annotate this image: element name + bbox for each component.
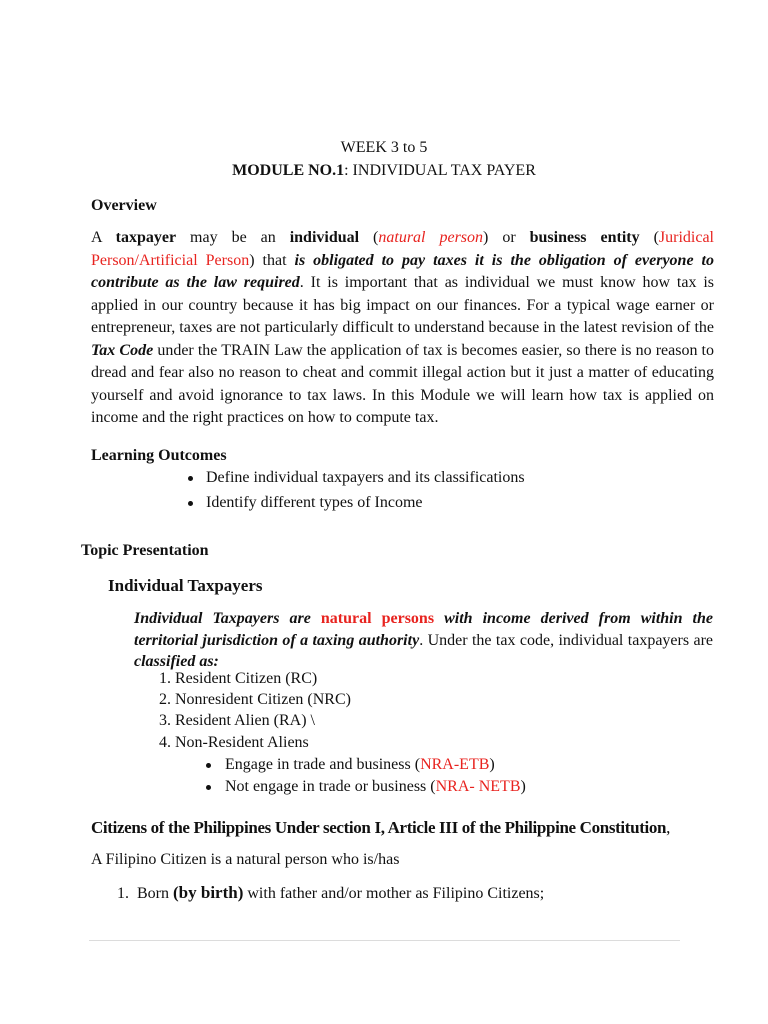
bullet-icon bbox=[206, 785, 211, 790]
list-item: Engage in trade and business (NRA-ETB) bbox=[225, 756, 495, 773]
term-classified: classified as: bbox=[134, 653, 219, 670]
list-item: Not engage in trade or business (NRA- NETB) bbox=[225, 778, 526, 795]
module-title bbox=[0, 162, 768, 180]
code-nra-etb: NRA-ETB bbox=[420, 756, 490, 773]
module-number: MODULE NO.1 bbox=[232, 162, 345, 179]
overview-heading: Overview bbox=[91, 197, 157, 214]
list-item: 3. Resident Alien (RA) \ bbox=[159, 712, 315, 729]
individual-taxpayers-heading: Individual Taxpayers bbox=[108, 576, 263, 595]
list-item: 1. Born (by birth) with father and/or mother as Filipino Citizens; bbox=[117, 883, 545, 902]
code-nra-netb: NRA- NETB bbox=[435, 778, 521, 795]
term-by-birth: (by birth) bbox=[173, 883, 244, 902]
list-item: Define individual taxpayers and its classifications bbox=[206, 469, 525, 486]
overview-paragraph: A taxpayer may be an individual (natural person) or business entity (Juridical Person/Artificial Person) that is obligated to pay taxes it is the obligation of everyone to contribute as the law required. It is important that as individual we must know how tax is applied in our country because it has big impact on our finances. For a typical wage earner or entrepreneur, taxes are not particularly difficult to understand because in the latest revision of the Tax Code under the TRAIN Law the application of tax is becomes easier, so there is no reason to dread and fear also no reason to cheat and commit illegal action but it just a matter of educating yourself and avoid ignorance to tax laws. In this Module we will learn how tax is applied on income and the right practices on how to compute tax. bbox=[91, 229, 715, 426]
list-item: 2. Nonresident Citizen (NRC) bbox=[159, 691, 351, 708]
term-taxpayer: taxpayer bbox=[115, 229, 177, 246]
bullet-icon bbox=[188, 501, 193, 506]
bullet-icon bbox=[206, 763, 211, 768]
citizens-intro: A Filipino Citizen is a natural person who is/has bbox=[91, 851, 400, 868]
learning-outcomes-heading: Learning Outcomes bbox=[91, 447, 227, 464]
individual-taxpayers-paragraph: Individual Taxpayers are natural persons with income derived from within the territorial jurisdiction of a taxing authority. Under the tax code, individual taxpayers are classified as: bbox=[134, 610, 714, 670]
term-natural-person: natural person bbox=[378, 229, 484, 246]
module-name: : INDIVIDUAL TAX PAYER bbox=[344, 162, 536, 179]
term-tax-code: Tax Code bbox=[91, 341, 154, 359]
list-item: 4. Non-Resident Aliens bbox=[159, 734, 309, 751]
term-business-entity: business entity bbox=[529, 229, 640, 246]
term-individual: individual bbox=[289, 229, 360, 246]
term-natural-persons: natural persons bbox=[320, 610, 435, 627]
list-item: Identify different types of Income bbox=[206, 494, 423, 511]
topic-heading: Topic Presentation bbox=[81, 542, 209, 559]
list-item: 1. Resident Citizen (RC) bbox=[159, 670, 318, 687]
term-juridical-person: Juridical Person/Artificial Person bbox=[91, 229, 714, 269]
footer-divider bbox=[89, 940, 680, 941]
obligation-text: is obligated to pay taxes it is the obligation of everyone to contribute as the law required bbox=[91, 251, 714, 291]
week-label: WEEK 3 to 5 bbox=[340, 139, 428, 156]
citizens-heading: Citizens of the Philippines Under section I, Article III of the Philippine Constitution, bbox=[91, 818, 671, 837]
bullet-icon bbox=[188, 476, 193, 481]
